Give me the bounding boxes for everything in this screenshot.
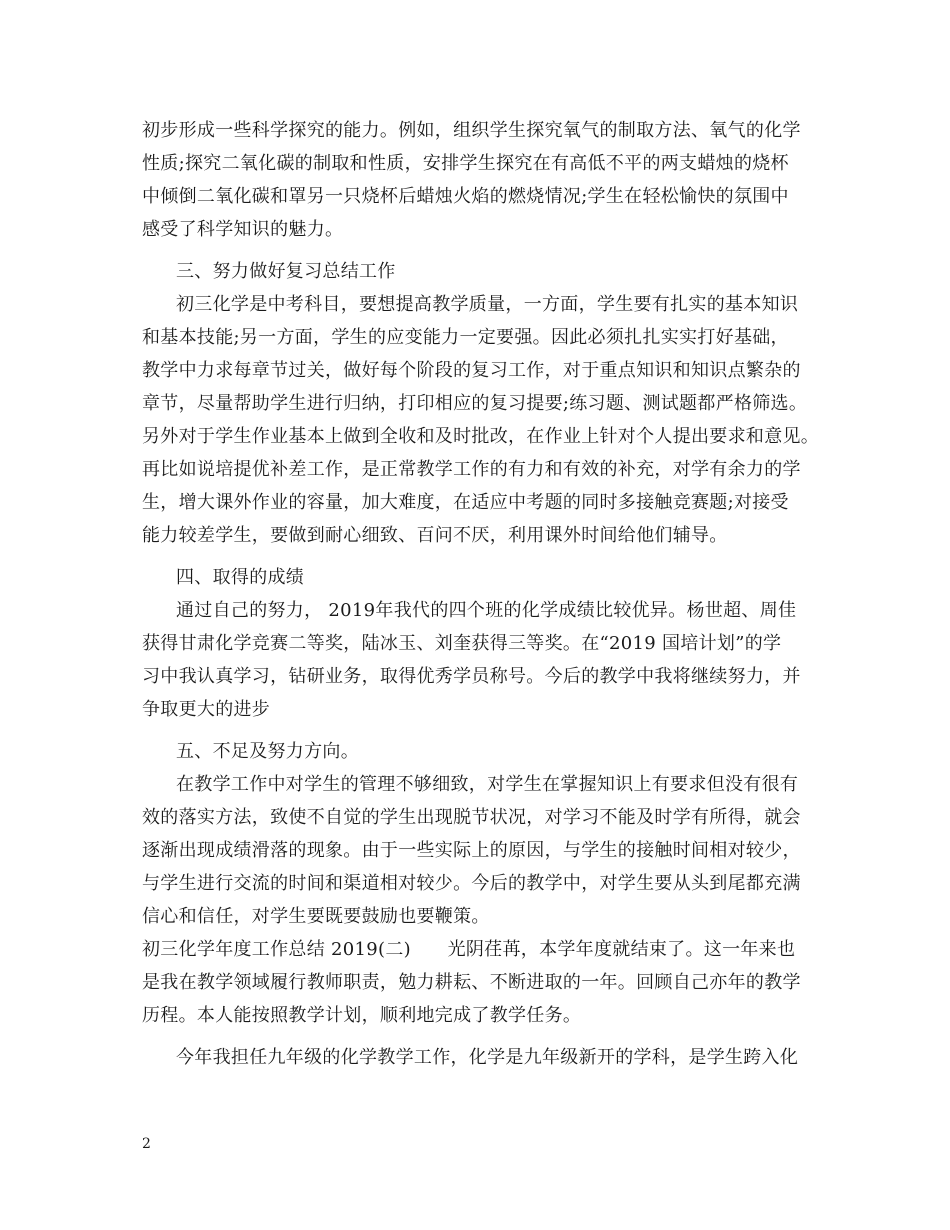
body-line: 章节，尽量帮助学生进行归纳，打印相应的复习提要;练习题、测试题都严格筛选。 [142,393,808,414]
body-line: 历程。本人能按照教学计划，顺利地完成了教学任务。 [142,1005,582,1026]
section-heading: 四、取得的成绩 [176,567,305,588]
body-line: 和基本技能;另一方面，学生的应变能力一定要强。因此必须扎扎实实打好基础， [142,327,789,348]
body-line: 逐渐出现成绩滑落的现象。由于一些实际上的原因，与学生的接触时间相对较少， [142,840,801,861]
body-line: 初步形成一些科学探究的能力。例如，组织学生探究氧气的制取方法、氧气的化学 [142,120,801,141]
body-line: 获得甘肃化学竞赛二等奖，陆冰玉、刘奎获得三等奖。在“2019 国培计划”的学 [142,633,782,654]
body-line: 另外对于学生作业基本上做到全收和及时批改，在作业上针对个人提出要求和意见。 [142,426,820,447]
body-line: 争取更大的进步 [142,699,271,720]
body-line: 通过自己的努力， 2019年我代的四个班的化学成绩比较优异。杨世超、周佳 [176,600,797,621]
body-line: 感受了科学知识的魅力。 [142,219,344,240]
section-heading: 五、不足及努力方向。 [176,741,359,762]
body-line: 与学生进行交流的时间和渠道相对较少。今后的教学中，对学生要从头到尾都充满 [142,873,801,894]
body-line: 能力较差学生，要做到耐心细致、百问不厌，利用课外时间给他们辅导。 [142,525,728,546]
body-line: 信心和信任，对学生要既要鼓励也要鞭策。 [142,906,490,927]
body-line: 在教学工作中对学生的管理不够细致，对学生在掌握知识上有要求但没有很有 [176,774,799,795]
body-line: 中倾倒二氧化碳和罩另一只烧杯后蜡烛火焰的燃烧情况;学生在轻松愉快的氛围中 [142,186,789,207]
body-line: 再比如说培提优补差工作，是正常教学工作的有力和有效的补充，对学有余力的学 [142,459,801,480]
body-line: 性质;探究二氧化碳的制取和性质，安排学生探究在有高低不平的两支蜡烛的烧杯 [142,153,789,174]
body-line: 今年我担任九年级的化学教学工作，化学是九年级新开的学科，是学生跨入化 [176,1047,799,1068]
body-line: 初三化学年度工作总结 2019(二) 光阴荏苒，本学年度就结束了。这一年来也 [142,939,796,960]
page-number: 2 [142,1136,151,1152]
body-line: 效的落实方法，致使不自觉的学生出现脱节状况，对学习不能及时学有所得，就会 [142,807,801,828]
body-line: 初三化学是中考科目，要想提高教学质量，一方面，学生要有扎实的基本知识 [176,294,799,315]
body-line: 生，增大课外作业的容量，加大难度，在适应中考题的同时多接触竞赛题;对接受 [142,492,789,513]
body-line: 教学中力求每章节过关，做好每个阶段的复习工作，对于重点知识和知识点繁杂的 [142,360,801,381]
body-line: 习中我认真学习，钻研业务，取得优秀学员称号。今后的教学中我将继续努力，并 [142,666,801,687]
section-heading: 三、努力做好复习总结工作 [176,261,396,282]
body-line: 是我在教学领域履行教师职责，勉力耕耘、不断进取的一年。回顾自己亦年的教学 [142,972,801,993]
